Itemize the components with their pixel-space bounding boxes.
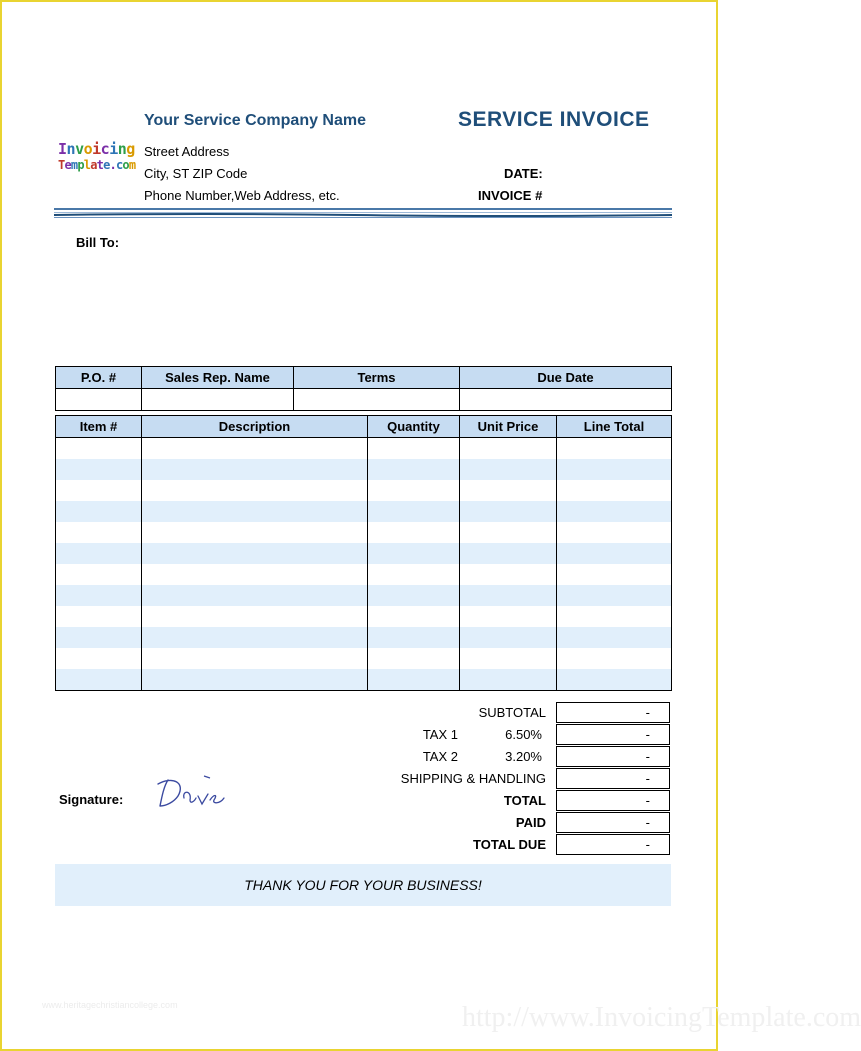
item-cell[interactable] [557, 669, 672, 691]
item-cell[interactable] [56, 459, 142, 480]
logo-letter: a [90, 158, 97, 172]
logo-line2 [58, 158, 142, 172]
item-cell[interactable] [368, 564, 460, 585]
item-cell[interactable] [368, 585, 460, 606]
logo-letter: o [83, 140, 93, 158]
watermark-right: http://www.InvoicingTemplate.com [462, 1002, 861, 1033]
due-date-cell[interactable] [460, 389, 672, 411]
item-cell[interactable] [368, 627, 460, 648]
item-cell[interactable] [557, 606, 672, 627]
invoice-title: SERVICE INVOICE [458, 108, 650, 131]
table-row [56, 543, 672, 564]
logo-letter: n [66, 140, 76, 158]
table-row [56, 459, 672, 480]
terms-header: Terms [294, 367, 460, 389]
item-cell[interactable] [368, 501, 460, 522]
table-row [56, 438, 672, 460]
item-cell[interactable] [142, 480, 368, 501]
line-total-header: Line Total [557, 416, 672, 438]
item-cell[interactable] [142, 459, 368, 480]
item-cell[interactable] [368, 648, 460, 669]
item-cell[interactable] [557, 480, 672, 501]
table-row [56, 669, 672, 691]
item-cell[interactable] [557, 522, 672, 543]
item-cell[interactable] [368, 543, 460, 564]
item-cell[interactable] [557, 585, 672, 606]
total-value-total[interactable]: - [556, 790, 670, 811]
logo-letter: v [75, 140, 84, 158]
item-cell[interactable] [460, 627, 557, 648]
logo-letter: m [70, 158, 78, 172]
total-label-subtotal: SUBTOTAL [478, 705, 546, 720]
line-items-table [55, 415, 672, 691]
due-date-header: Due Date [460, 367, 672, 389]
total-value-paid[interactable]: - [556, 812, 670, 833]
item-cell[interactable] [368, 438, 460, 460]
logo-letter: e [64, 158, 71, 172]
logo-letter: g [126, 140, 135, 158]
item-cell[interactable] [460, 501, 557, 522]
logo-letter: n [117, 140, 127, 158]
item-number-header: Item # [56, 416, 142, 438]
logo-letter: I [58, 140, 67, 158]
logo-letter: c [100, 140, 110, 158]
item-cell[interactable] [460, 522, 557, 543]
header-divider [54, 207, 672, 219]
total-value-subtotal[interactable]: - [556, 702, 670, 723]
item-cell[interactable] [368, 669, 460, 691]
terms-cell[interactable] [294, 389, 460, 411]
item-cell[interactable] [142, 501, 368, 522]
item-cell[interactable] [557, 543, 672, 564]
item-cell[interactable] [460, 585, 557, 606]
item-cell[interactable] [142, 543, 368, 564]
item-cell[interactable] [460, 480, 557, 501]
item-cell[interactable] [368, 522, 460, 543]
total-label-total-due: TOTAL DUE [473, 837, 546, 852]
item-cell[interactable] [368, 480, 460, 501]
tax-rate: 6.50% [505, 727, 542, 742]
logo-letter: t [96, 158, 104, 172]
quantity-header: Quantity [368, 416, 460, 438]
item-cell[interactable] [460, 459, 557, 480]
item-cell[interactable] [142, 522, 368, 543]
item-cell[interactable] [460, 564, 557, 585]
item-cell[interactable] [142, 669, 368, 691]
description-header: Description [142, 416, 368, 438]
total-label-total: TOTAL [503, 793, 546, 808]
signature-label: Signature: [59, 792, 124, 807]
po-number-header: P.O. # [56, 367, 142, 389]
sales-rep-header: Sales Rep. Name [142, 367, 294, 389]
item-cell[interactable] [56, 480, 142, 501]
logo-letter: p [77, 158, 84, 172]
table-row [56, 480, 672, 501]
table-row [56, 501, 672, 522]
item-cell[interactable] [142, 585, 368, 606]
sales-rep-cell[interactable] [142, 389, 294, 411]
item-cell[interactable] [557, 438, 672, 460]
item-cell[interactable] [56, 627, 142, 648]
item-cell[interactable] [368, 606, 460, 627]
item-cell[interactable] [142, 606, 368, 627]
total-label-shipping-handling: SHIPPING & HANDLING [400, 771, 546, 786]
item-cell[interactable] [56, 522, 142, 543]
logo-letter: e [103, 158, 110, 172]
order-info-table [55, 366, 672, 411]
logo-letter: . [109, 158, 116, 172]
unit-price-header: Unit Price [460, 416, 557, 438]
table-row [56, 606, 672, 627]
logo-letter: c [115, 158, 123, 172]
item-cell[interactable] [557, 459, 672, 480]
total-label-paid: PAID [515, 815, 546, 830]
date-label: DATE: [504, 166, 543, 181]
logo-letter: o [122, 158, 129, 172]
item-cell[interactable] [56, 501, 142, 522]
watermark-left: www.heritagechristiancollege.com [42, 1000, 178, 1010]
item-cell[interactable] [142, 438, 368, 460]
item-cell[interactable] [142, 648, 368, 669]
bill-to-label: Bill To: [76, 235, 120, 250]
total-value-tax-2[interactable]: - [556, 746, 670, 767]
logo-letter: l [83, 158, 91, 172]
item-cell[interactable] [56, 438, 142, 460]
item-cell[interactable] [368, 459, 460, 480]
table-row [56, 522, 672, 543]
invoice-number-label: INVOICE # [478, 188, 543, 203]
logo-line1 [58, 140, 142, 158]
tax-rate: 3.20% [505, 749, 542, 764]
phone-web: Phone Number,Web Address, etc. [144, 188, 340, 203]
item-cell[interactable] [460, 669, 557, 691]
table-row [56, 564, 672, 585]
company-name: Your Service Company Name [144, 112, 367, 129]
table-row [56, 627, 672, 648]
company-logo [58, 140, 142, 180]
item-cell[interactable] [460, 606, 557, 627]
item-cell[interactable] [56, 564, 142, 585]
item-cell[interactable] [460, 648, 557, 669]
logo-letter: i [92, 140, 101, 158]
total-value-tax-1[interactable]: - [556, 724, 670, 745]
item-cell[interactable] [557, 648, 672, 669]
table-row [56, 585, 672, 606]
street-address: Street Address [144, 144, 230, 159]
signature-image [148, 770, 232, 818]
item-cell[interactable] [142, 627, 368, 648]
total-label-tax-1: TAX 1 [422, 727, 458, 742]
item-cell[interactable] [56, 606, 142, 627]
total-value-shipping-handling[interactable]: - [556, 768, 670, 789]
po-number-cell[interactable] [56, 389, 142, 411]
item-cell[interactable] [557, 564, 672, 585]
logo-letter: m [128, 158, 136, 172]
city-state-zip: City, ST ZIP Code [144, 166, 248, 181]
thank-you-banner: THANK YOU FOR YOUR BUSINESS! [55, 864, 671, 906]
item-cell[interactable] [56, 585, 142, 606]
item-cell[interactable] [557, 627, 672, 648]
logo-letter: i [109, 140, 118, 158]
table-row [56, 648, 672, 669]
item-cell[interactable] [460, 438, 557, 460]
total-value-total-due[interactable]: - [556, 834, 670, 855]
item-cell[interactable] [460, 543, 557, 564]
item-cell[interactable] [56, 669, 142, 691]
item-cell[interactable] [557, 501, 672, 522]
total-label-tax-2: TAX 2 [422, 749, 458, 764]
item-cell[interactable] [56, 648, 142, 669]
logo-letter: T [58, 158, 65, 172]
item-cell[interactable] [56, 543, 142, 564]
item-cell[interactable] [142, 564, 368, 585]
